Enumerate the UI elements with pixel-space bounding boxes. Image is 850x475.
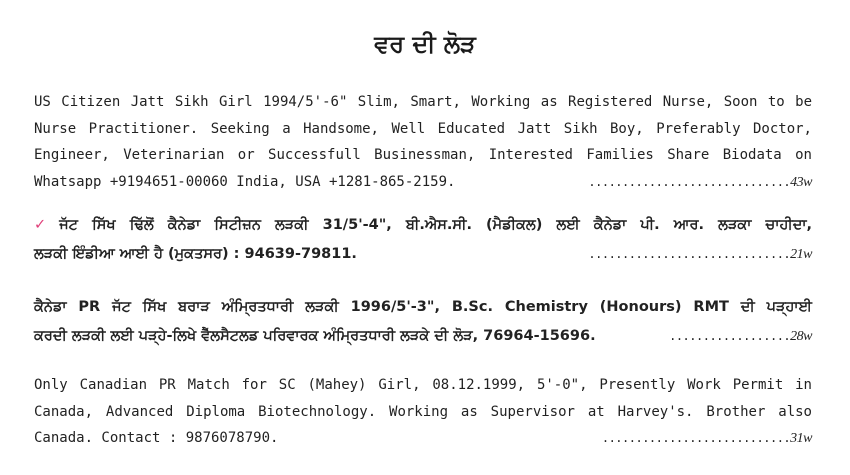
ad-code: 21w <box>790 247 812 262</box>
ad-line: US Citizen Jatt Sikh Girl 1994/5'-6" Slim, Smart, Working as Registered Nurse, Soon to be <box>34 94 812 110</box>
page-title: ਵਰ ਦੀ ਲੋੜ <box>374 30 476 58</box>
ad-code-group <box>588 169 812 197</box>
ad-code: 43w <box>790 174 812 190</box>
dot-leader: .............................. <box>588 247 791 261</box>
ad-line-text: Whatsapp +9194651-00060 India, USA +1281-865-2159. <box>34 173 456 190</box>
checkmark-icon: ✓ <box>34 217 56 233</box>
ad-line: Only Canadian PR Match for SC (Mahey) Girl, 08.12.1999, 5'-0", Presently Work Permit in <box>34 377 812 393</box>
ad-line: Nurse Practitioner. Seeking a Handsome, Well Educated Jatt Sikh Boy, Preferably Doctor, <box>34 120 812 137</box>
dot-leader: .............................. <box>588 174 791 189</box>
classified-ad-4 <box>34 372 812 453</box>
ad-line: Engineer, Veterinarian or Successfull Businessman, Interested Families Share Biodata on <box>34 147 812 163</box>
classified-ad-1 <box>34 89 812 196</box>
classified-ad-3 <box>34 293 812 351</box>
ad-code: 31w <box>790 431 812 446</box>
ad-line-last <box>34 322 812 351</box>
dot-leader: ............................ <box>601 431 791 445</box>
ad-line: ਕੈਨੇਡਾ PR ਜੱਟ ਸਿੱਖ ਬਰਾੜ ਅੰਮ੍ਰਿਤਧਾਰੀ ਲੜਕੀ 1996/5'-3", B.Sc. Chemistry (Honours) RMT ਦੀ ਪੜ੍ਹਾਈ <box>34 299 812 315</box>
ad-line-text: ਜੱਟ ਸਿੱਖ ਢਿੱਲੋਂ ਕੈਨੇਡਾ ਸਿਟੀਜ਼ਨ ਲੜਕੀ 31/5'-4", ਬੀ.ਐਸ.ਸੀ. (ਮੈਡੀਕਲ) ਲਈ ਕੈਨੇਡਾ ਪੀ. ਆਰ. ਲੜਕਾ ਚਾਹੀਦਾ, <box>59 217 812 233</box>
ad-code-group <box>669 322 812 351</box>
ad-line <box>34 211 812 240</box>
ad-line-text: Canada. Contact : 9876078790. <box>34 430 279 446</box>
ad-line: Canada, Advanced Diploma Biotechnology. Working as Supervisor at Harvey's. Brother also <box>34 403 812 420</box>
dot-leader: .................. <box>669 329 791 343</box>
ad-code-group <box>588 240 812 269</box>
ad-code: 28w <box>790 329 812 344</box>
classified-ad-2 <box>34 211 812 269</box>
ad-line-last <box>34 240 812 269</box>
ad-line-last <box>34 425 812 453</box>
ad-code-group <box>602 425 812 453</box>
ad-line-text: ਲੜਕੀ ਇੰਡੀਆ ਆਈ ਹੈ (ਮੁਕਤਸਰ) : 94639-79811. <box>34 246 357 262</box>
ad-line-text: ਕਰਦੀ ਲੜਕੀ ਲਈ ਪੜ੍ਹੇ-ਲਿਖੇ ਵੈੱਲਸੈਟਲਡ ਪਰਿਵਾਰਕ ਅੰਮ੍ਰਿਤਧਾਰੀ ਲੜਕੇ ਦੀ ਲੋੜ, 76964-15696. <box>34 328 596 344</box>
ad-line-last <box>34 169 812 197</box>
